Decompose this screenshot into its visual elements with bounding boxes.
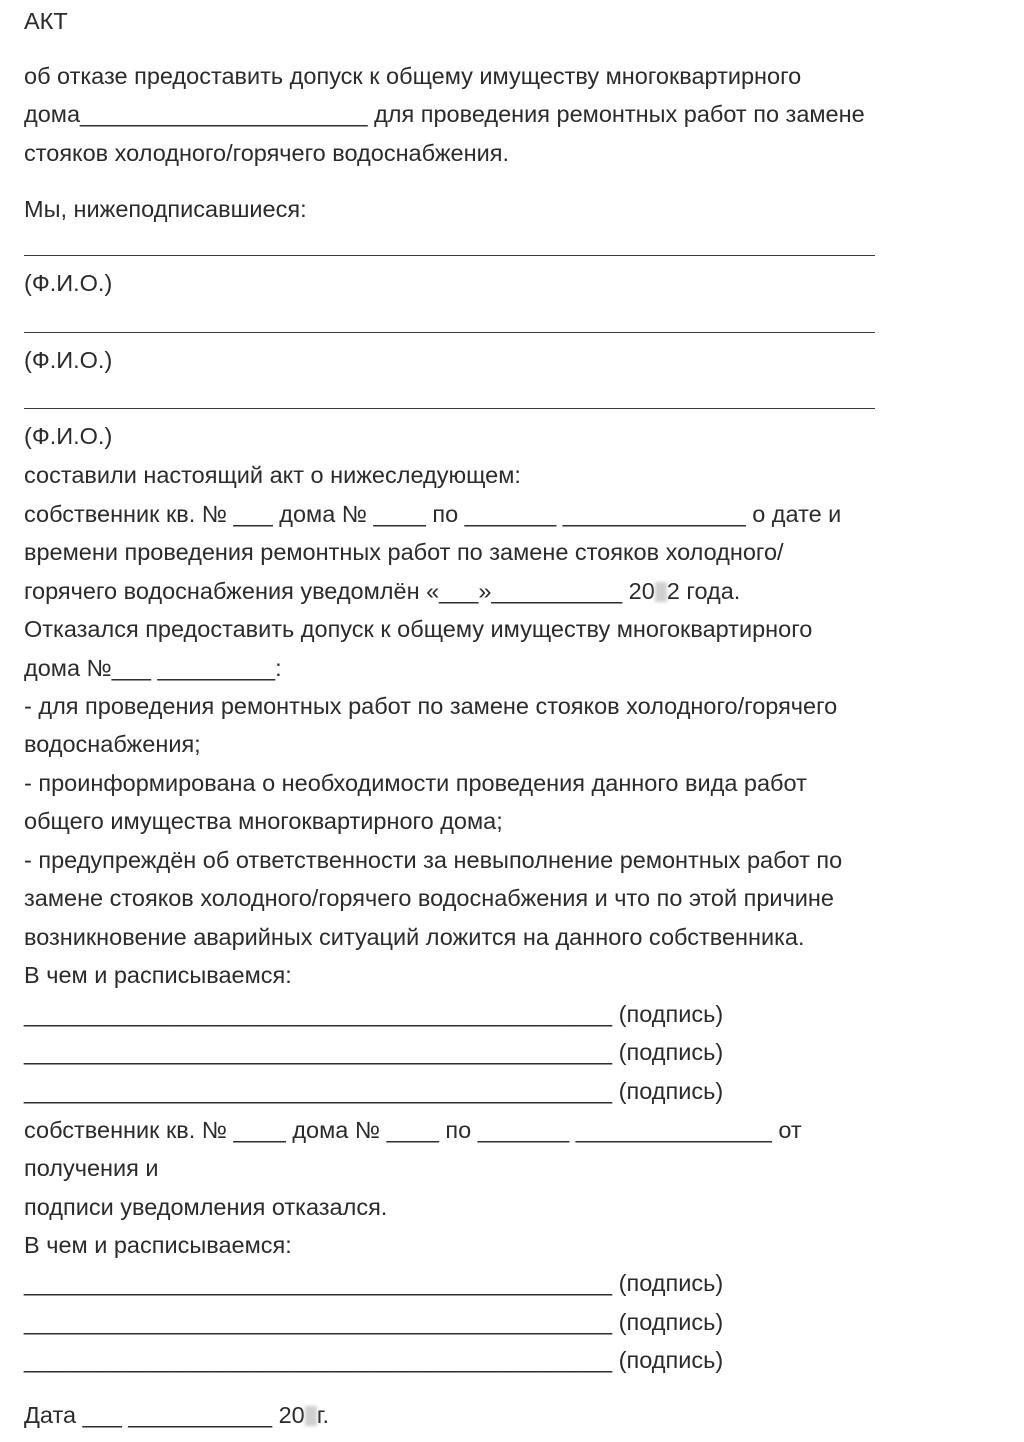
- signature-line: _____________________________________________ (подпись): [24, 1078, 724, 1104]
- refusal-line: собственник кв. № ____ дома № ____ по _______ _______________ от: [24, 1117, 802, 1143]
- body-line: времени проведения ремонтных работ по замене стояков холодного/: [24, 539, 784, 565]
- body-line: составили настоящий акт о нижеследующем:: [24, 462, 521, 488]
- body-line: дома №___ _________:: [24, 655, 282, 681]
- body-line: - проинформирована о необходимости проведения данного вида работ: [24, 770, 807, 796]
- body-line: - для проведения ремонтных работ по замене стояков холодного/горячего: [24, 693, 838, 719]
- signature-line: _____________________________________________ (подпись): [24, 1039, 724, 1065]
- body-line: общего имущества многоквартирного дома;: [24, 808, 503, 834]
- date-line: [24, 1400, 329, 1430]
- refusal-line: В чем и расписываемся:: [24, 1232, 292, 1258]
- date-label: Дата ___ ___________ 20: [24, 1402, 305, 1428]
- body-line: Отказался предоставить допуск к общему имуществу многоквартирного: [24, 616, 813, 642]
- body-line: - предупреждён об ответственности за невыполнение ремонтных работ по: [24, 847, 843, 873]
- body-line: водоснабжения;: [24, 731, 201, 757]
- subtitle-line-2: дома______________________ для проведения ремонтных работ по замене: [24, 101, 865, 127]
- date-suffix: г.: [316, 1402, 329, 1428]
- body-line-date: [24, 576, 740, 606]
- fio-blank-2: [24, 332, 875, 333]
- fio-blank-1: [24, 255, 875, 256]
- signature-line: _____________________________________________ (подпись): [24, 1347, 724, 1373]
- fio-label-3: (Ф.И.О.): [24, 423, 113, 449]
- date-text-end: 2 года.: [666, 578, 741, 604]
- subtitle-line-1: об отказе предоставить допуск к общему имуществу многоквартирного: [24, 63, 802, 89]
- refusal-line: получения и: [24, 1155, 159, 1181]
- fio-blank-3: [24, 408, 875, 409]
- signature-line: _____________________________________________ (подпись): [24, 1001, 724, 1027]
- redacted-digit: [655, 582, 667, 602]
- signers-intro: Мы, нижеподписавшиеся:: [24, 196, 307, 222]
- signature-line: _____________________________________________ (подпись): [24, 1270, 724, 1296]
- body-line: собственник кв. № ___ дома № ____ по _______ ______________ о дате и: [24, 501, 842, 527]
- body-line: возникновение аварийных ситуаций ложится на данного собственника.: [24, 924, 805, 950]
- signature-line: _____________________________________________ (подпись): [24, 1309, 724, 1335]
- subtitle-line-3: стояков холодного/горячего водоснабжения.: [24, 140, 509, 166]
- refusal-line: подписи уведомления отказался.: [24, 1194, 388, 1220]
- body-line: В чем и расписываемся:: [24, 962, 292, 988]
- date-text-start: горячего водоснабжения уведомлён «___»__________ 20: [24, 578, 655, 604]
- fio-label-1: (Ф.И.О.): [24, 270, 113, 296]
- redacted-digit: [305, 1406, 317, 1426]
- fio-label-2: (Ф.И.О.): [24, 347, 113, 373]
- body-line: замене стояков холодного/горячего водоснабжения и что по этой причине: [24, 885, 834, 911]
- document-title: АКТ: [24, 8, 68, 34]
